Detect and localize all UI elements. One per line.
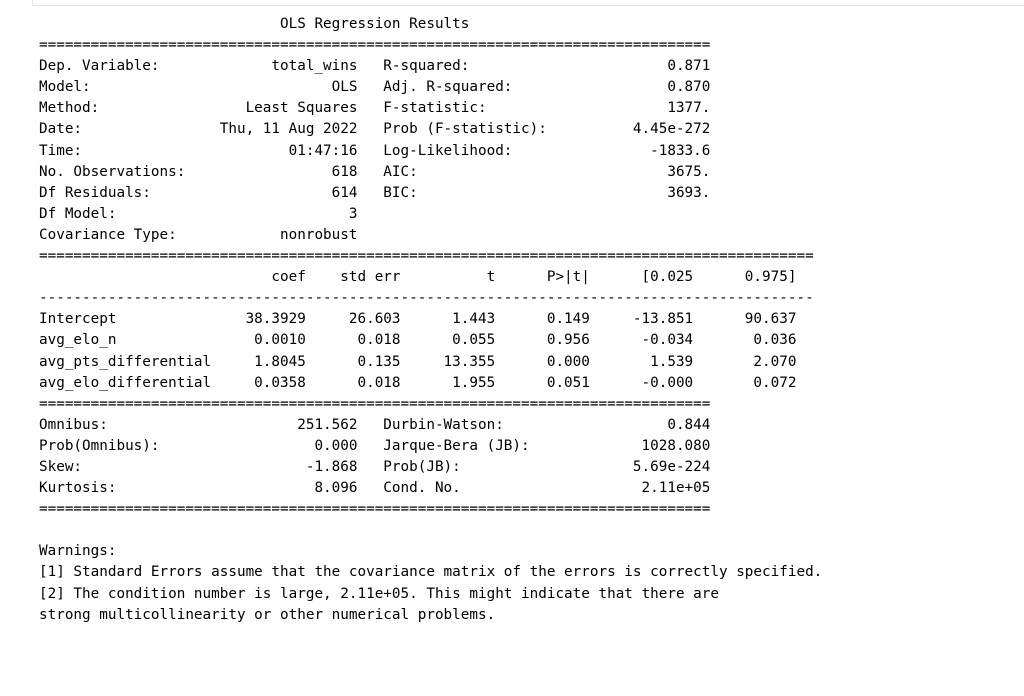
coef-table-header: coef std err t P>|t| [0.025 0.975]	[39, 269, 797, 286]
dashed-separator-line: ------------------------------------------------------------------------------------------	[39, 290, 814, 307]
summary-title: OLS Regression Results	[39, 16, 711, 32]
diagnostics-row-kurtosis: Kurtosis: 8.096 Cond. No. 2.11e+05	[39, 480, 711, 497]
coef-row-intercept: Intercept 38.3929 26.603 1.443 0.149 -13.851 90.637	[39, 311, 797, 328]
summary-row-time: Time: 01:47:16 Log-Likelihood: -1833.6	[39, 142, 711, 159]
warnings-heading: Warnings:	[39, 543, 117, 560]
blank-line	[39, 520, 822, 541]
summary-row-df-model: Df Model: 3	[39, 205, 711, 222]
summary-row-dep-variable: Dep. Variable: total_wins R-squared: 0.871	[39, 58, 711, 75]
warning-2: [2] The condition number is large, 2.11e+05. This might indicate that there are	[39, 585, 719, 602]
summary-row-covariance-type: Covariance Type: nonrobust	[39, 226, 711, 243]
separator-line: ==============================================================================	[39, 37, 711, 54]
coef-row-avg-elo-differential: avg_elo_differential 0.0358 0.018 1.955 0.051 -0.000 0.072	[39, 374, 797, 391]
diagnostics-row-omnibus: Omnibus: 251.562 Durbin-Watson: 0.844	[39, 416, 711, 433]
summary-row-date: Date: Thu, 11 Aug 2022 Prob (F-statistic): 4.45e-272	[39, 121, 711, 138]
summary-row-model: Model: OLS Adj. R-squared: 0.870	[39, 79, 711, 96]
coef-row-avg-pts-differential: avg_pts_differential 1.8045 0.135 13.355 0.000 1.539 2.070	[39, 353, 797, 370]
output-cell-border	[32, 0, 1024, 6]
summary-row-observations: No. Observations: 618 AIC: 3675.	[39, 163, 711, 180]
warning-2-continued: strong multicollinearity or other numerical problems.	[39, 606, 496, 623]
diagnostics-row-prob-omnibus: Prob(Omnibus): 0.000 Jarque-Bera (JB): 1028.080	[39, 437, 711, 454]
separator-line: ==============================================================================	[39, 395, 711, 412]
summary-row-method: Method: Least Squares F-statistic: 1377.	[39, 100, 711, 117]
summary-row-df-residuals: Df Residuals: 614 BIC: 3693.	[39, 184, 711, 201]
separator-line: ==========================================================================================	[39, 248, 814, 265]
ols-regression-output	[39, 14, 822, 626]
coef-row-avg-elo-n: avg_elo_n 0.0010 0.018 0.055 0.956 -0.034 0.036	[39, 332, 797, 349]
separator-line: ==============================================================================	[39, 501, 711, 518]
diagnostics-row-skew: Skew: -1.868 Prob(JB): 5.69e-224	[39, 458, 711, 475]
warning-1: [1] Standard Errors assume that the covariance matrix of the errors is correctly specified.	[39, 564, 823, 581]
